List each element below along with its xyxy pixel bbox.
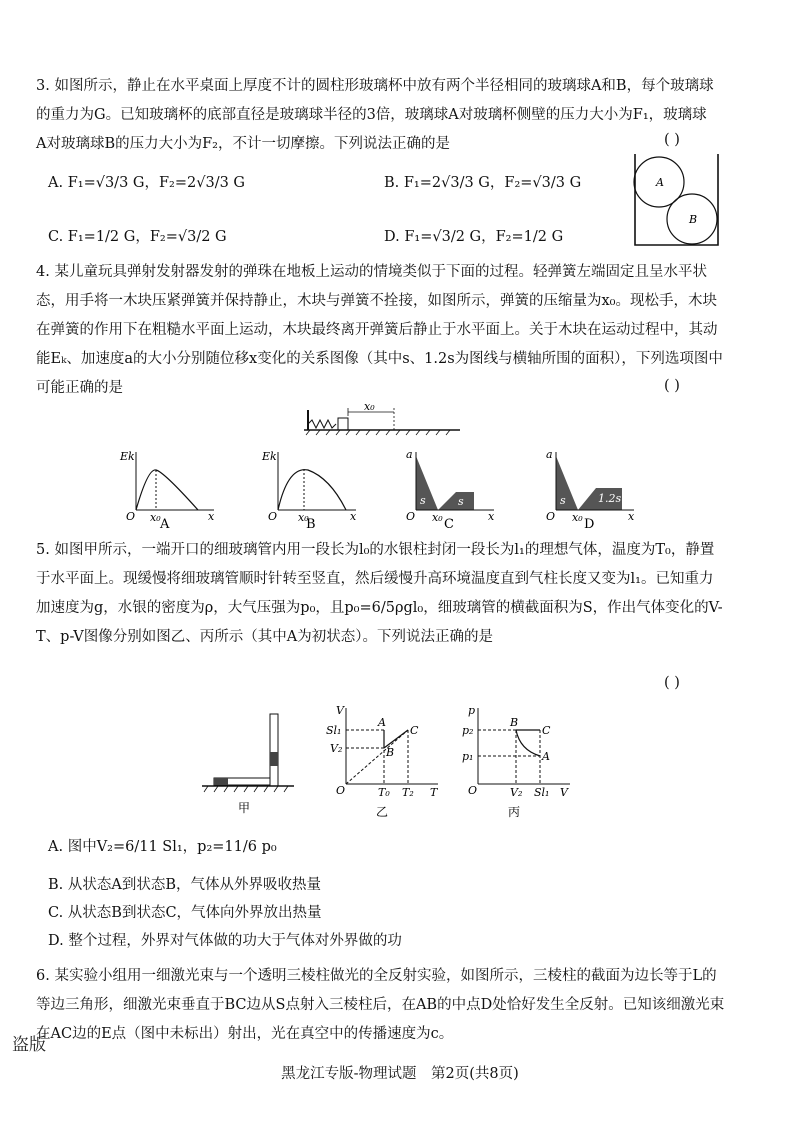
bing-sl1: Sl₁: [534, 786, 550, 799]
question-5: [36, 536, 726, 652]
ball-a-label: A: [656, 176, 664, 189]
question-3-glass-figure: [632, 152, 722, 248]
graph-b-origin: O: [268, 510, 278, 523]
graph-b-name: B: [306, 517, 316, 530]
question-3-option-d: D. F₁=√3/2 G，F₂=1/2 G: [384, 229, 564, 245]
yi-a: A: [378, 716, 386, 729]
yi-t-axis: T: [430, 786, 438, 799]
question-5-tube-figure: [198, 712, 298, 822]
yi-sl1: Sl₁: [326, 724, 342, 737]
graph-b-tick: x₀: [298, 511, 309, 524]
graph-c-area-2: s: [458, 495, 464, 508]
question-5-option-d: D. 整个过程，外界对气体做的功大于气体对外界做的功: [48, 933, 402, 949]
bing-origin: O: [468, 784, 478, 797]
graph-d-tick: x₀: [572, 511, 583, 524]
question-4: [36, 258, 726, 403]
yi-origin: O: [336, 784, 346, 797]
question-5-option-b: B. 从状态A到状态B，气体从外界吸收热量: [48, 877, 321, 893]
page-footer: 黑龙江专版-物理试题 第2页(共8页): [281, 1066, 519, 1082]
question-3-stem: 3. 如图所示，静止在水平桌面上厚度不计的圆柱形玻璃杯中放有两个半径相同的玻璃球A和B，每个玻璃球的重力为G。已知玻璃杯的底部直径是玻璃球半径的3倍，玻璃球A对玻璃杯侧壁的压力大小为F₁，玻璃球A对玻璃球B的压力大小为F₂，不计一切摩擦。下列说法正确的是: [36, 78, 714, 152]
figure-yi-caption: 乙: [376, 805, 389, 819]
question-5-pv-graph: [458, 704, 578, 822]
graph-c-origin: O: [406, 510, 416, 523]
question-4-graph-b: [260, 448, 360, 530]
question-5-option-a: A. 图中V₂=6/11 Sl₁，p₂=11/6 p₀: [48, 839, 277, 855]
question-3: [36, 72, 716, 159]
question-5-option-c: C. 从状态B到状态C，气体向外界放出热量: [48, 905, 322, 921]
ball-b-label: B: [689, 213, 698, 226]
yi-v2: V₂: [330, 742, 343, 755]
question-4-answer-paren: ( ): [664, 378, 680, 394]
graph-c-name: C: [444, 517, 454, 530]
yi-t2: T₂: [402, 786, 414, 799]
yi-b: B: [386, 746, 395, 759]
question-3-option-a: A. F₁=√3/3 G，F₂=2√3/3 G: [48, 175, 245, 191]
graph-c-tick: x₀: [432, 511, 443, 524]
question-6-stem: 6. 某实验小组用一细激光束与一个透明三棱柱做光的全反射实验，如图所示，三棱柱的截面为边长等于L的等边三角形，细激光束垂直于BC边从S点射入三棱柱后，在AB的中点D处恰好发生全反射。已知该细激光束在AC边的E点（图中未标出）射出，光在真空中的传播速度为c。: [36, 968, 725, 1042]
bing-p2: p₂: [462, 724, 474, 737]
graph-d-area-2: 1.2s: [598, 492, 622, 505]
bing-a: A: [542, 750, 550, 763]
watermark-piracy: 盗版: [12, 1035, 46, 1055]
graph-a-xlabel: x: [208, 510, 215, 523]
bing-p1: p₁: [462, 750, 474, 763]
graph-a-ylabel: Ek: [120, 450, 135, 463]
question-4-spring-figure: [300, 402, 470, 436]
yi-t0: T₀: [378, 786, 390, 799]
graph-c-area-1: s: [420, 494, 426, 507]
question-4-graph-a: [118, 448, 218, 530]
graph-c-ylabel: a: [406, 448, 413, 461]
graph-d-area-1: s: [560, 494, 566, 507]
graph-d-name: D: [584, 517, 595, 530]
bing-v2: V₂: [510, 786, 523, 799]
graph-d-origin: O: [546, 510, 556, 523]
yi-c: C: [410, 724, 419, 737]
bing-v-axis: V: [560, 786, 568, 799]
yi-v-axis: V: [336, 704, 344, 717]
question-4-graph-c: [398, 448, 498, 530]
figure-bing-caption: 丙: [508, 805, 521, 819]
graph-c-xlabel: x: [488, 510, 495, 523]
question-3-option-b: B. F₁=2√3/3 G，F₂=√3/3 G: [384, 175, 582, 191]
question-3-answer-paren: ( ): [664, 132, 680, 148]
graph-d-ylabel: a: [546, 448, 553, 461]
question-5-answer-paren: ( ): [664, 675, 680, 691]
bing-p-axis: p: [468, 704, 476, 717]
graph-a-name: A: [160, 517, 170, 530]
graph-d-xlabel: x: [628, 510, 635, 523]
x0-label: x₀: [364, 402, 375, 413]
figure-jia-caption: 甲: [238, 801, 251, 815]
question-5-stem: 5. 如图甲所示，一端开口的细玻璃管内用一段长为l₀的水银柱封闭一段长为l₁的理想气体，温度为T₀，静置于水平面上。现缓慢将细玻璃管顺时针转至竖直，然后缓慢升高环境温度直到气柱长度又变为l₁。已知重力加速度为g，水银的密度为ρ，大气压强为p₀，且p₀=6/5ρgl₀，细玻璃管的横截面积为S，作出气体变化的V-T、p-V图像分别如图乙、丙所示（其中A为初状态）。下列说法正确的是: [36, 542, 723, 645]
question-4-graph-d: [538, 448, 638, 530]
question-6: [36, 962, 726, 1049]
graph-a-origin: O: [126, 510, 136, 523]
question-4-stem: 4. 某儿童玩具弹射发射器发射的弹珠在地板上运动的情境类似于下面的过程。轻弹簧左端固定且呈水平状态，用手将一木块压紧弹簧并保持静止，木块与弹簧不拴接，如图所示，弹簧的压缩量为x₀。现松手，木块在弹簧的作用下在粗糙水平面上运动，木块最终离开弹簧后静止于水平面上。关于木块在运动过程中，其动能Eₖ、加速度a的大小分别随位移x变化的关系图像（其中s、1.2s为图线与横轴所围的面积），下列选项图中可能正确的是: [36, 264, 723, 396]
bing-c: C: [542, 724, 551, 737]
question-5-vt-graph: [326, 704, 446, 822]
graph-a-tick: x₀: [150, 511, 161, 524]
graph-b-xlabel: x: [350, 510, 357, 523]
question-3-option-c: C. F₁=1/2 G，F₂=√3/2 G: [48, 229, 227, 245]
bing-b: B: [510, 716, 519, 729]
graph-b-ylabel: Ek: [262, 450, 277, 463]
